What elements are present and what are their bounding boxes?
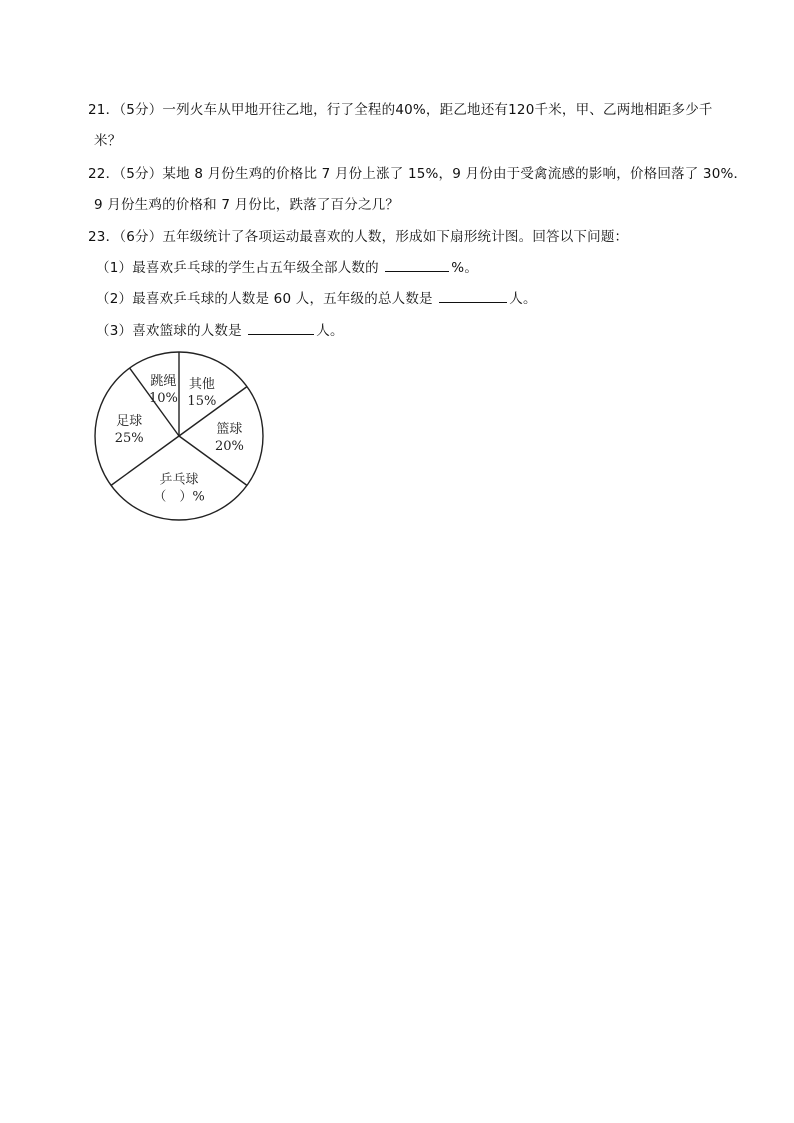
question-23-sub1	[96, 259, 478, 277]
question-23-text: 五年级统计了各项运动最喜欢的人数，形成如下扇形统计图。回答以下问题：	[162, 229, 629, 245]
sub1-answer-blank[interactable]	[385, 259, 449, 272]
pie-slice-value-3: 25%	[114, 431, 144, 447]
pie-chart-svg	[90, 348, 270, 528]
pie-slice-label-3: 足球	[116, 414, 143, 430]
question-23-line1	[88, 228, 628, 246]
question-21-line2: 米？	[94, 133, 122, 149]
pie-slice-label-2: 乒乓球	[159, 472, 199, 488]
question-23-sub3	[96, 322, 344, 340]
question-23-score: （6分）	[119, 229, 163, 245]
pie-slice-label-0: 其他	[188, 377, 215, 393]
question-21-number: 21．	[88, 102, 120, 118]
question-22-line2: 9 月份生鸡的价格和 7 月份比，跌落了百分之几？	[94, 197, 400, 213]
question-23-number: 23．	[88, 229, 120, 245]
question-21-line1	[88, 101, 713, 119]
question-23-sub2	[96, 290, 537, 308]
question-22-score: （5分）	[119, 166, 163, 182]
sports-pie-chart	[90, 348, 270, 528]
sub3-suffix: 人。	[316, 323, 344, 339]
sub3-answer-blank[interactable]	[248, 322, 314, 335]
pie-slice-value-0: 15%	[187, 394, 217, 410]
sub3-prefix: （3）喜欢篮球的人数是	[96, 323, 242, 339]
question-21-text: 一列火车从甲地开往乙地，行了全程的40%，距乙地还有120千米，甲、乙两地相距多少千	[162, 102, 713, 118]
sub2-suffix: 人。	[509, 291, 537, 307]
sub1-suffix: %。	[451, 260, 479, 276]
question-22-number: 22．	[88, 166, 120, 182]
question-21-score: （5分）	[119, 102, 163, 118]
sub2-answer-blank[interactable]	[439, 290, 507, 303]
pie-slice-label-4: 跳绳	[150, 374, 177, 390]
question-22-line1	[88, 165, 747, 183]
pie-slice-label-1: 篮球	[216, 422, 243, 437]
sub2-prefix: （2）最喜欢乒乓球的人数是 60 人，五年级的总人数是	[96, 291, 433, 307]
sub1-prefix: （1）最喜欢乒乓球的学生占五年级全部人数的	[96, 260, 379, 276]
pie-slice-value-4: 10%	[148, 391, 178, 407]
pie-slice-value-1: 20%	[214, 439, 244, 454]
question-22-text: 某地 8 月份生鸡的价格比 7 月份上涨了 15%，9 月份由于受禽流感的影响，价格回落了 30%．	[162, 166, 748, 182]
pie-slice-value-2: （ ）%	[153, 489, 205, 505]
